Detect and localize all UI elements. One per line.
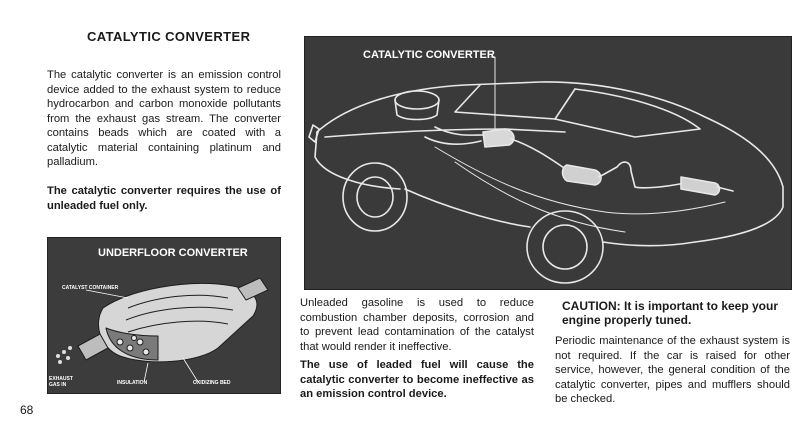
car-outline-drawing bbox=[305, 37, 791, 289]
exhaust-gas-in-callout: EXHAUST GAS IN bbox=[49, 376, 73, 388]
catalytic-converter-callout: CATALYTIC CONVERTER bbox=[363, 49, 495, 61]
converter-cutaway-drawing bbox=[48, 238, 280, 393]
page-number: 68 bbox=[20, 403, 34, 417]
catalyst-container-callout: CATALYST CONTAINER bbox=[62, 285, 119, 291]
maintenance-paragraph: Periodic maintenance of the exhaust system is not required. If the car is raised for other service, however, the general condition of the catalytic converter, pipes and mufflers should be checked. bbox=[555, 335, 790, 405]
underfloor-converter-illustration bbox=[47, 237, 281, 394]
leaded-fuel-warning: The use of leaded fuel will cause the catalytic converter to become ineffective as an emission control device. bbox=[300, 359, 534, 400]
oxidizing-bed-callout: OXIDIZING BED bbox=[193, 380, 231, 386]
page-title: CATALYTIC CONVERTER bbox=[87, 29, 251, 44]
unleaded-gasoline-paragraph: Unleaded gasoline is used to reduce combustion chamber deposits, corrosion and to prevent lead contamination of the catalyst that would render it ineffective. bbox=[300, 297, 534, 353]
unleaded-fuel-notice: The catalytic converter requires the use of unleaded fuel only. bbox=[47, 185, 281, 212]
car-exhaust-illustration bbox=[304, 36, 792, 290]
insulation-callout: INSULATION bbox=[117, 380, 148, 386]
intro-paragraph: The catalytic converter is an emission control device added to the exhaust system to reduce hydrocarbon and carbon monoxide pollutants from the exhaust gas stream. The converter contains beads which are coated with a catalytic material containing platinum and palladium. bbox=[47, 69, 281, 168]
caution-notice: CAUTION: It is important to keep your engine properly tuned. bbox=[562, 299, 779, 327]
underfloor-converter-title: UNDERFLOOR CONVERTER bbox=[98, 247, 248, 259]
